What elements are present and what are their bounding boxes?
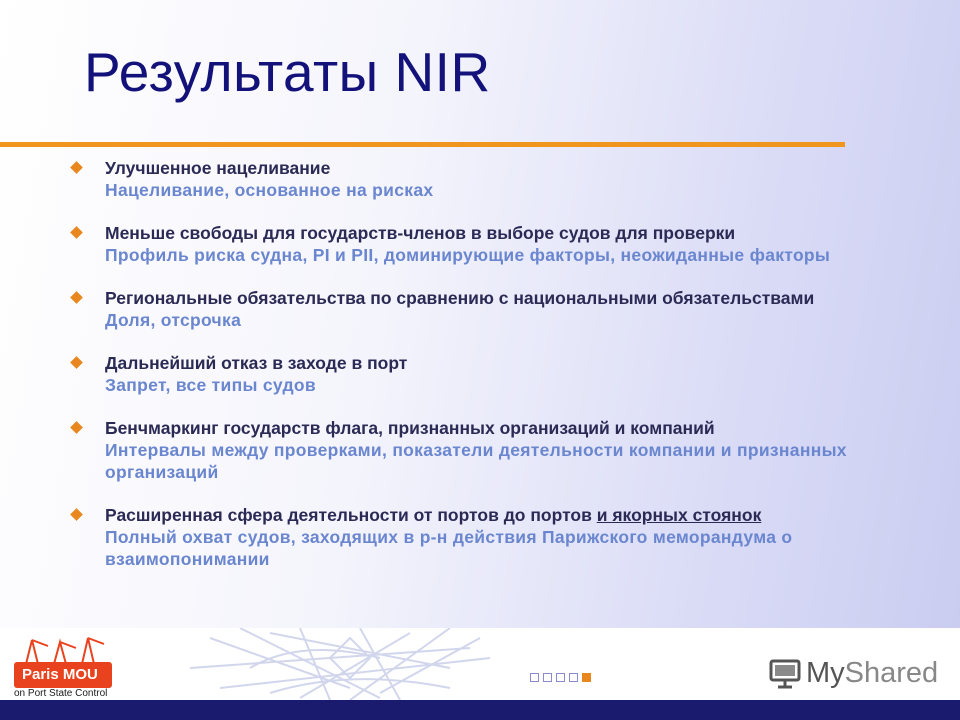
nav-dot[interactable] (543, 673, 552, 682)
crane-icon (20, 636, 106, 664)
brand-name (806, 657, 938, 690)
nav-dot[interactable] (556, 673, 565, 682)
bullet-item (68, 352, 918, 396)
bullet-item (68, 504, 918, 570)
compass-watermark-icon (150, 628, 570, 700)
logo-tagline: on Port State Control (14, 688, 108, 699)
footer-bottom-bar (0, 700, 960, 720)
slide-title: Результаты NIR (84, 41, 491, 103)
bullet-sub-text: Профиль риска судна, PI и PII, доминирующие факторы, неожиданные факторы (105, 245, 831, 265)
bullet-item (68, 417, 918, 483)
bullet-main-underlined: и якорных стоянок (596, 505, 762, 525)
bullet-list (68, 157, 918, 627)
logo-name: Paris MOU (22, 666, 98, 683)
bullet-main-text: Улучшенное нацеливание (105, 158, 331, 178)
nav-dot[interactable] (569, 673, 578, 682)
presentation-screen-icon (768, 656, 802, 690)
bullet-sub-text: Нацеливание, основанное на рисках (105, 180, 434, 200)
bullet-item (68, 287, 918, 331)
bullet-main-text (105, 504, 918, 526)
diamond-bullet-icon (70, 291, 83, 304)
nav-dot-active[interactable] (582, 673, 591, 682)
bullet-main-text: Региональные обязательства по сравнению с национальными обязательствами (105, 288, 815, 308)
bullet-sub-text: Интервалы между проверками, показатели деятельности компании и признанных организаций (105, 440, 847, 482)
bullet-main-plain: Расширенная сфера деятельности от портов до портов (105, 505, 597, 525)
bullet-sub-text: Полный охват судов, заходящих в р-н действия Парижского меморандума о взаимопонимании (105, 527, 793, 569)
paris-mou-logo (14, 636, 112, 700)
brand-name-main: My (806, 656, 845, 689)
diamond-bullet-icon (70, 508, 83, 521)
bullet-item (68, 157, 918, 201)
bullet-sub-text: Запрет, все типы судов (105, 375, 316, 395)
diamond-bullet-icon (70, 161, 83, 174)
title-divider (0, 142, 845, 147)
slide-navigation (530, 673, 591, 682)
bullet-main-text: Дальнейший отказ в заходе в порт (105, 353, 408, 373)
diamond-bullet-icon (70, 421, 83, 434)
diamond-bullet-icon (70, 356, 83, 369)
myshared-logo[interactable] (768, 656, 938, 690)
bullet-main-text: Бенчмаркинг государств флага, признанных организаций и компаний (105, 418, 715, 438)
nav-dot[interactable] (530, 673, 539, 682)
bullet-sub-text: Доля, отсрочка (105, 310, 242, 330)
diamond-bullet-icon (70, 226, 83, 239)
bullet-item (68, 222, 918, 266)
brand-name-accent: Shared (844, 656, 939, 689)
bullet-main-text: Меньше свободы для государств-членов в выборе судов для проверки (105, 223, 736, 243)
